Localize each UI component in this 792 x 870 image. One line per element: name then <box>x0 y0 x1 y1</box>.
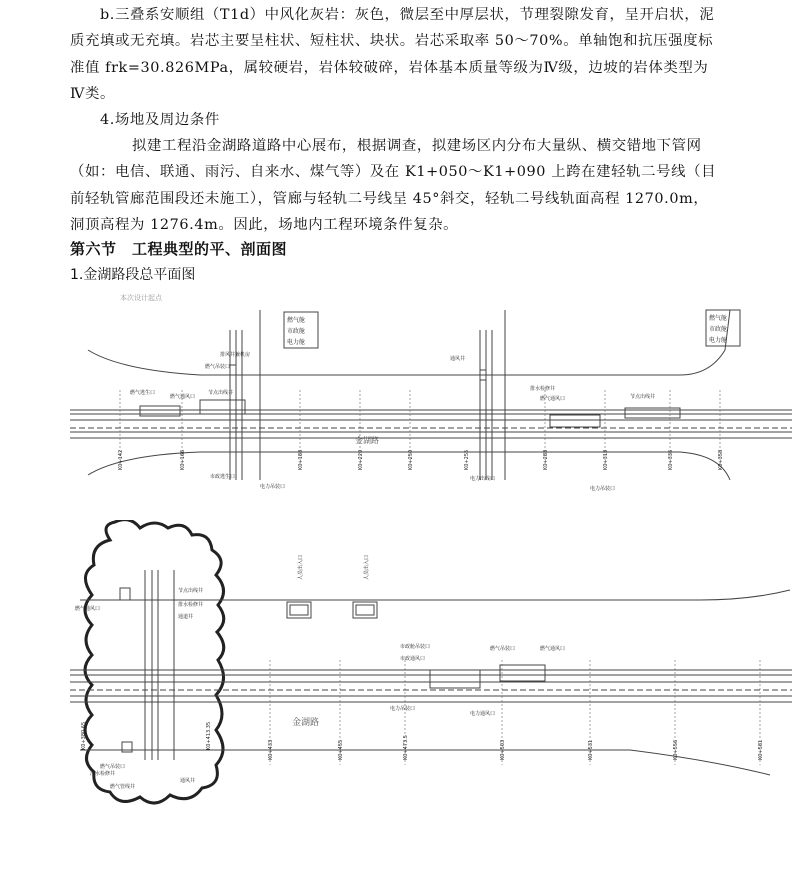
callout-10: 燃气通风口 <box>540 396 566 402</box>
station-1: K0+166 <box>180 449 186 470</box>
station-b-1: K0+413.35 <box>206 721 212 750</box>
entry-label-1: 人员出入口 <box>364 554 370 580</box>
callout-9: 电力出线口 <box>470 476 496 482</box>
station-b-5: K0+503 <box>500 739 506 760</box>
callout-b-4: 市政舱吊装口 <box>400 644 431 650</box>
station-4: K0+250 <box>408 449 414 470</box>
callout-b-13: 燃气管线井 <box>110 784 136 790</box>
station-b-6: K0+531 <box>588 739 594 760</box>
callout-7: 通风井 <box>450 356 466 362</box>
paragraph-rock-description: b.三叠系安顺组（T1d）中风化灰岩：灰色，微层至中厚层状，节理裂隙发育，呈开启状，泥质充填或无充填。岩芯主要呈柱状、短柱状、块状。岩芯采取率 50～70%。单轴饱和抗压强度标准值 frk=30.826MPa，属较硬岩，岩体较破碎，岩体基本质量等级为Ⅳ级，边坡的岩体类型为Ⅳ类。 <box>70 7 715 103</box>
paragraph-site-environment: 拟建工程沿金湖路道路中心展布，根据调查，拟建场区内分布大量纵、横交错地下管网（如：电信、联通、雨污、自来水、煤气等）及在 K1+050～K1+090 上跨在建轻轨二号线（目前轻轨管廊范围段还未施工），管廊与轻轨二号线呈 45°斜交，轻轨二号线轨面高程 1270.0m，洞顶高程为 1276.4m。因此，场地内工程环境条件复杂。 <box>70 138 717 234</box>
station-3: K0+220 <box>358 449 364 470</box>
callout-11: 节点出线井 <box>630 394 656 400</box>
callout-12: 电力吊装口 <box>590 486 616 492</box>
legend-right-0: 燃气舱 <box>709 315 728 322</box>
callout-5: 市政逃生口 <box>210 474 236 480</box>
callout-2: 燃气通风口 <box>170 394 196 400</box>
entry-label-0: 人员出入口 <box>298 554 304 580</box>
station-b-7: K0+556 <box>673 739 679 760</box>
legend-left-2: 电力舱 <box>287 339 306 346</box>
road-name-bottom: 金湖路 <box>292 718 320 728</box>
station-b-0: K0+380.65 <box>81 721 87 750</box>
legend-right-2: 电力舱 <box>709 337 728 344</box>
callout-b-10: 污水检修井 <box>90 771 116 777</box>
callout-b-8: 电力吊装口 <box>390 706 416 712</box>
subheading-site-conditions: 4.场地及周边条件 <box>100 112 220 128</box>
section-heading: 第六节 工程典型的平、剖面图 <box>70 240 288 258</box>
station-6: K0+288 <box>543 449 549 470</box>
callout-0: 燃气吊装口 <box>205 364 231 370</box>
figure-caption: 1.金湖路段总平面图 <box>70 267 196 283</box>
callout-1: 排风井兼机房 <box>220 352 251 358</box>
plan-drawing-bottom <box>70 520 792 820</box>
station-9: K0+358 <box>718 449 724 470</box>
station-0: K0+142 <box>118 449 124 470</box>
station-2: K0+188 <box>298 449 304 470</box>
callout-8: 排水检修井 <box>530 386 556 392</box>
callout-b-11: 燃气吊装口 <box>100 764 126 770</box>
start-note: 本次设计起点 <box>120 294 162 302</box>
station-b-3: K0+455 <box>338 739 344 760</box>
legend-left-0: 燃气舱 <box>287 317 306 324</box>
callout-b-5: 市政通风口 <box>400 656 426 662</box>
callout-b-7: 燃气通风口 <box>540 646 566 652</box>
plan-drawing-top <box>70 290 792 505</box>
station-b-4: K0+473.5 <box>403 735 409 760</box>
station-8: K0+336 <box>668 449 674 470</box>
callout-b-6: 燃气吊装口 <box>490 646 516 652</box>
callout-b-9: 电力通风口 <box>470 711 496 717</box>
station-b-2: K0+433 <box>268 739 274 760</box>
station-5: K0+255 <box>464 449 470 470</box>
road-name-top: 金湖路 <box>355 436 379 445</box>
legend-left-1: 市政舱 <box>287 328 306 335</box>
legend-right-1: 市政舱 <box>709 326 728 333</box>
callout-b-1: 通道井 <box>178 614 194 620</box>
callout-4: 燃气逃生口 <box>130 390 156 396</box>
callout-b-12: 通风井 <box>180 778 196 784</box>
callout-b-0: 燃气通风口 <box>75 606 101 612</box>
callout-b-2: 排水检修井 <box>178 602 204 608</box>
callout-b-3: 节点出线井 <box>178 588 204 594</box>
station-b-8: K0+581 <box>758 739 764 760</box>
station-7: K0+318 <box>603 449 609 470</box>
callout-6: 电力吊装口 <box>260 484 286 490</box>
callout-3: 节点出线井 <box>208 390 234 396</box>
